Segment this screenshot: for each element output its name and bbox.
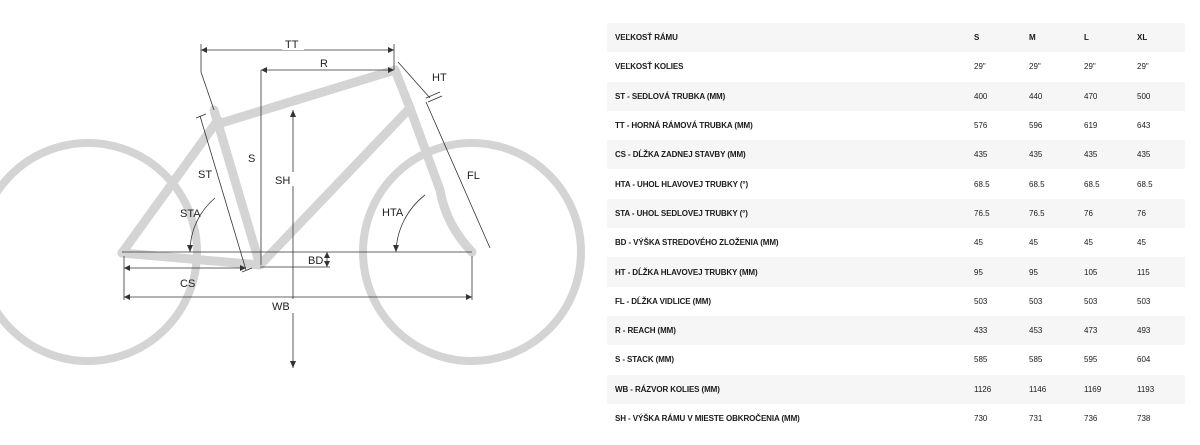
row-value: 736 [1084, 404, 1137, 433]
header-size-m: M [1029, 23, 1084, 52]
row-value: 68.5 [974, 169, 1029, 198]
row-label: R - REACH (MM) [607, 316, 974, 345]
row-value: 1126 [974, 375, 1029, 404]
row-label: HTA - UHOL HLAVOVEJ TRUBKY (°) [607, 169, 974, 198]
label-sta: STA [180, 208, 201, 220]
row-value: 503 [1029, 287, 1084, 316]
row-value: 76.5 [974, 199, 1029, 228]
label-st: ST [198, 169, 213, 181]
row-value: 1193 [1137, 375, 1185, 404]
row-value: 435 [974, 140, 1029, 169]
table-header-row [607, 23, 1185, 52]
row-value: 738 [1137, 404, 1185, 433]
row-value: 619 [1084, 111, 1137, 140]
top-tube [218, 70, 395, 124]
row-label: VEĽKOSŤ KOLIES [607, 52, 974, 81]
row-value: 435 [1029, 140, 1084, 169]
label-cs: CS [180, 278, 196, 290]
table-row [607, 404, 1185, 433]
row-value: 29" [974, 52, 1029, 81]
row-value: 595 [1084, 345, 1137, 374]
label-ht: HT [432, 72, 447, 84]
header-size-s: S [974, 23, 1029, 52]
label-fl: FL [467, 170, 480, 182]
row-value: 730 [974, 404, 1029, 433]
table-row [607, 140, 1185, 169]
row-label: WB - RÁZVOR KOLIES (MM) [607, 375, 974, 404]
row-value: 400 [974, 82, 1029, 111]
row-value: 596 [1029, 111, 1084, 140]
seat-tube [214, 110, 260, 265]
row-label: STA - UHOL SEDLOVEJ TRUBKY (°) [607, 199, 974, 228]
row-value: 76.5 [1029, 199, 1084, 228]
row-label: CS - DĹŽKA ZADNEJ STAVBY (MM) [607, 140, 974, 169]
row-value: 433 [974, 316, 1029, 345]
row-value: 470 [1084, 82, 1137, 111]
row-value: 76 [1084, 199, 1137, 228]
row-value: 503 [1084, 287, 1137, 316]
table-row [607, 257, 1185, 286]
row-label: ST - SEDLOVÁ TRUBKA (MM) [607, 82, 974, 111]
row-value: 68.5 [1137, 169, 1185, 198]
row-value: 503 [974, 287, 1029, 316]
label-sh: SH [275, 175, 291, 187]
row-value: 76 [1137, 199, 1185, 228]
row-value: 95 [1029, 257, 1084, 286]
row-value: 473 [1084, 316, 1137, 345]
geometry-table-body [607, 23, 1185, 433]
row-label: SH - VÝŠKA RÁMU V MIESTE OBKROČENIA (MM) [607, 404, 974, 433]
seat-stay [122, 120, 218, 253]
row-value: 105 [1084, 257, 1137, 286]
table-row [607, 52, 1185, 81]
row-value: 576 [974, 111, 1029, 140]
row-label: HT - DĹŽKA HLAVOVEJ TRUBKY (MM) [607, 257, 974, 286]
row-value: 1169 [1084, 375, 1137, 404]
table-row [607, 111, 1185, 140]
row-value: 95 [974, 257, 1029, 286]
row-value: 68.5 [1084, 169, 1137, 198]
row-value: 493 [1137, 316, 1185, 345]
label-r: R [320, 58, 328, 70]
row-value: 453 [1029, 316, 1084, 345]
table-row [607, 82, 1185, 111]
label-hta: HTA [382, 207, 404, 219]
row-value: 503 [1137, 287, 1185, 316]
label-bd: BD [308, 255, 324, 267]
row-value: 435 [1084, 140, 1137, 169]
row-value: 45 [1137, 228, 1185, 257]
row-value: 435 [1137, 140, 1185, 169]
table-row [607, 287, 1185, 316]
row-label: FL - DĹŽKA VIDLICE (MM) [607, 287, 974, 316]
row-value: 643 [1137, 111, 1185, 140]
label-tt: TT [285, 39, 299, 51]
row-value: 45 [974, 228, 1029, 257]
row-value: 1146 [1029, 375, 1084, 404]
header-size-xl: XL [1137, 23, 1185, 52]
row-value: 68.5 [1029, 169, 1084, 198]
row-label: S - STACK (MM) [607, 345, 974, 374]
row-value: 585 [1029, 345, 1084, 374]
row-value: 604 [1137, 345, 1185, 374]
chain-stay [122, 253, 260, 265]
frame [122, 70, 472, 265]
table-row [607, 228, 1185, 257]
geometry-table [607, 23, 1185, 433]
table-row [607, 375, 1185, 404]
row-value: 29" [1137, 52, 1185, 81]
fork [410, 108, 472, 252]
header-size-l: L [1084, 23, 1137, 52]
row-value: 500 [1137, 82, 1185, 111]
label-s: S [248, 153, 256, 165]
row-value: 45 [1029, 228, 1084, 257]
row-label: BD - VÝŠKA STREDOVÉHO ZLOŽENIA (MM) [607, 228, 974, 257]
table-row [607, 199, 1185, 228]
header-label: VEĽKOSŤ RÁMU [607, 23, 974, 52]
label-wb: WB [272, 301, 290, 313]
row-value: 45 [1084, 228, 1137, 257]
row-label: TT - HORNÁ RÁMOVÁ TRUBKA (MM) [607, 111, 974, 140]
row-value: 115 [1137, 257, 1185, 286]
head-tube [395, 70, 410, 108]
table-row [607, 169, 1185, 198]
row-value: 585 [974, 345, 1029, 374]
row-value: 29" [1084, 52, 1137, 81]
row-value: 440 [1029, 82, 1084, 111]
table-row [607, 345, 1185, 374]
row-value: 29" [1029, 52, 1084, 81]
table-row [607, 316, 1185, 345]
row-value: 731 [1029, 404, 1084, 433]
